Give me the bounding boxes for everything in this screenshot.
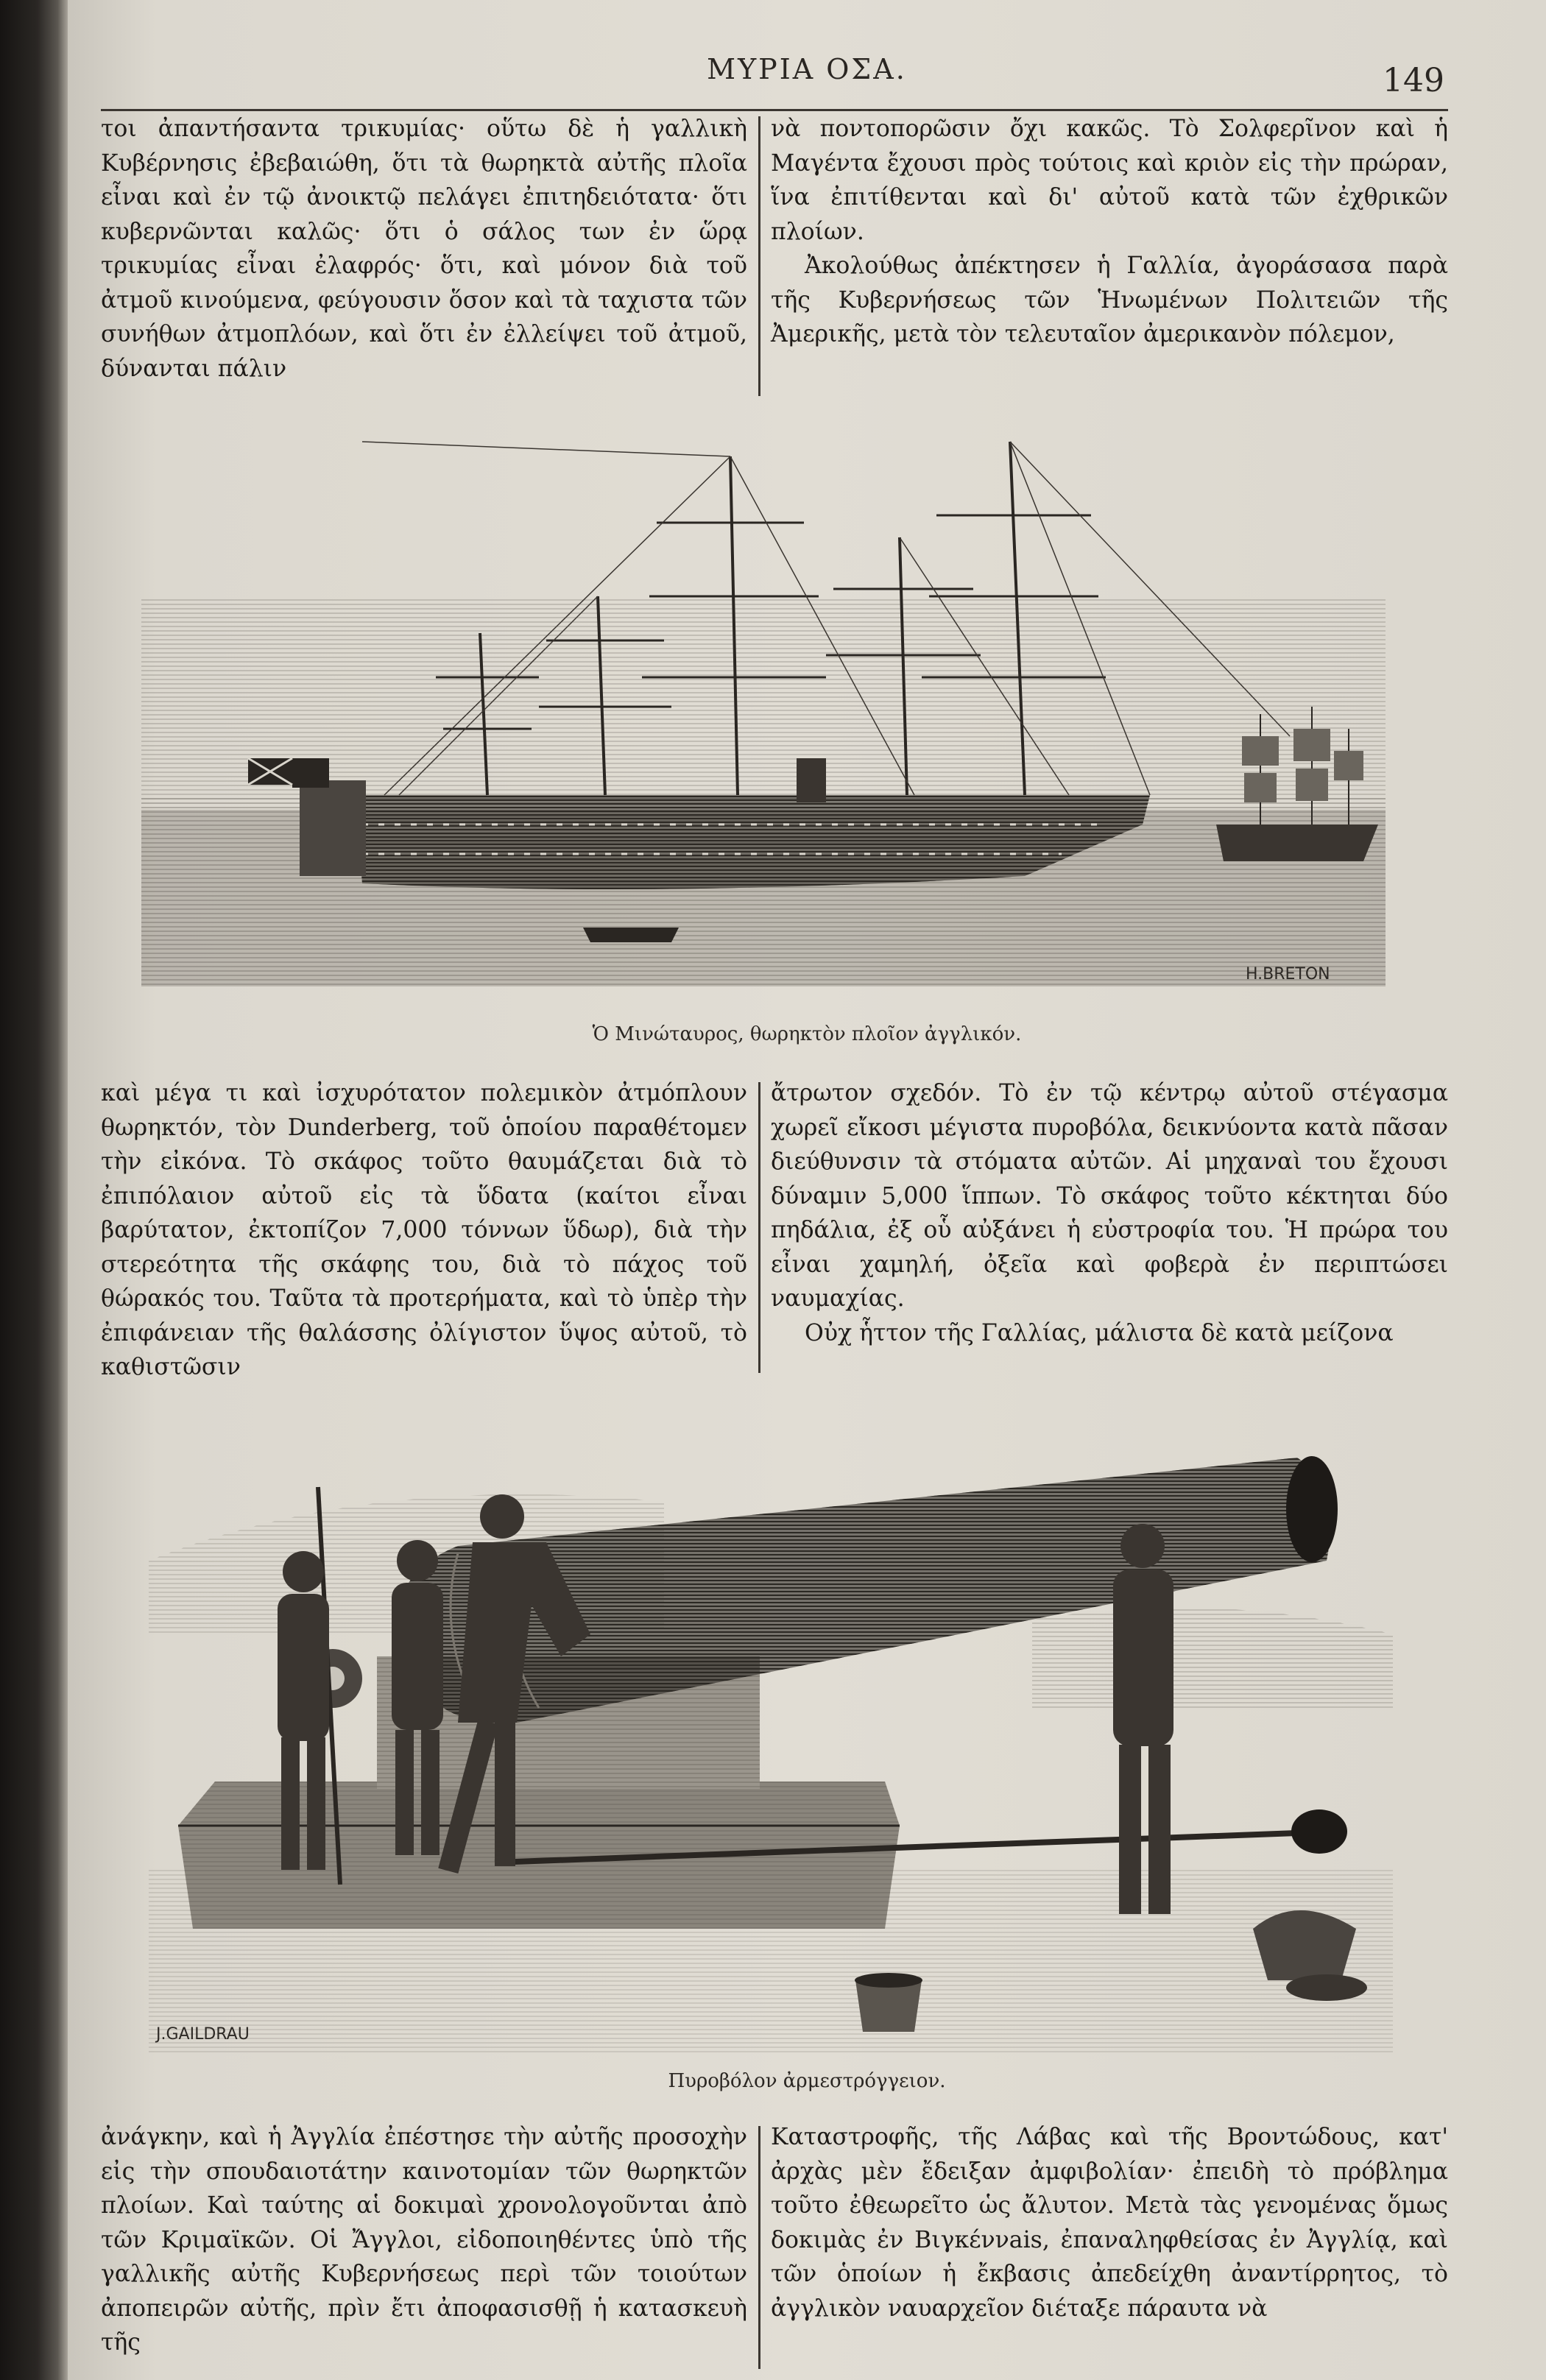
top-right-column: [771, 112, 1448, 352]
figure-caption: Πυροβόλον ἀρμεστρόγγειον.: [668, 2070, 946, 2092]
cannon-illustration: [149, 1413, 1393, 2054]
page: [68, 0, 1546, 2380]
top-left-column: [101, 112, 747, 386]
middle-right-column: [771, 1076, 1448, 1350]
middle-left-column: [101, 1076, 747, 1385]
running-head: ΜΥΡΙΑ ΟΣΑ.: [707, 53, 907, 85]
bottom-left-column: [101, 2120, 747, 2360]
paragraph: Οὐχ ἧττον τῆς Γαλλίας, μάλιστα δὲ κατὰ μείζονα: [805, 1319, 1394, 1346]
paragraph: ἀνάγκην, καὶ ἡ Ἀγγλία ἐπέστησε τὴν αὐτῆς προσοχὴν εἰς τὴν σπουδαιοτάτην καινοτομίαν τῶν θωρηκτῶν πλοίων. Καὶ ταύτης αἱ δοκιμαὶ χρονολογοῦνται ἀπὸ τῶν Κριμαϊκῶν. Οἱ Ἄγγλοι, εἰδοποιηθέντες ὑπὸ τῆς γαλλικῆς αὐτῆς Κυβερνήσεως περὶ τῶν τοιούτων ἀποπειρῶν αὐτῆς, πρὶν ἔτι ἀποφασισθῇ ἡ κατασκευὴ τῆς: [101, 2124, 747, 2356]
header-rule: [101, 109, 1448, 111]
engraver-signature: J.GAILDRAU: [156, 2025, 250, 2044]
ship-illustration: [141, 412, 1386, 986]
book-binding-edge: [0, 0, 68, 2380]
paragraph: τοι ἀπαντήσαντα τρικυμίας· οὕτω δὲ ἡ γαλλικὴ Κυβέρνησις ἐβεβαιώθη, ὅτι τὰ θωρηκτὰ αὐτῆς πλοῖα εἶναι καὶ ἐν τῷ ἀνοικτῷ πελάγει ἐπιτηδειότατα· ὅτι κυβερνῶνται καλῶς· ὅτι ὁ σάλος των ἐν ὥρᾳ τρικυμίας εἶναι ἐλαφρός· ὅτι, καὶ μόνον διὰ τοῦ ἀτμοῦ κινούμενα, φεύγουσιν ὅσον καὶ τὰ ταχιστα τῶν συνήθων ἀτμοπλόων, καὶ ὅτι ἐν ἐλλείψει τοῦ ἀτμοῦ, δύνανται πάλιν: [101, 116, 747, 382]
paragraph: ἄτρωτον σχεδόν. Τὸ ἐν τῷ κέντρῳ αὐτοῦ στέγασμα χωρεῖ εἴκοσι μέγιστα πυροβόλα, δεικνύοντα κατὰ πᾶσαν διεύθυνσιν τὰ στόματα αὐτῶν. Αἱ μηχαναὶ του ἔχουσι δύναμιν 5,000 ἵππων. Τὸ σκάφος τοῦτο κέκτηται δύο πηδάλια, ἐξ οὗ αὐξάνει ἡ εὐστροφία του. Ἡ πρώρα του εἶναι χαμηλή, ὀξεῖα καὶ φοβερὰ ἐν περιπτώσει ναυμαχίας.: [771, 1080, 1448, 1312]
bottom-right-column: [771, 2120, 1448, 2326]
figure-caption: Ὁ Μινώταυρος, θωρηκτὸν πλοῖον ἀγγλικόν.: [592, 1023, 1022, 1045]
paragraph: νὰ ποντοπορῶσιν ὄχι κακῶς. Τὸ Σολφερῖνον καὶ ἡ Μαγέντα ἔχουσι πρὸς τούτοις καὶ κριὸν εἰς τὴν πρώραν, ἵνα ἐπιτίθενται καὶ δι' αὐτοῦ κατὰ τῶν ἐχθρικῶν πλοίων.: [771, 116, 1448, 245]
engraver-signature: H.BRETON: [1246, 965, 1330, 984]
column-divider: [758, 2126, 760, 2369]
column-divider: [758, 116, 760, 396]
column-divider: [758, 1082, 760, 1373]
paragraph: Καταστροφῆς, τῆς Λάβας καὶ τῆς Βροντώδους, κατ' ἀρχὰς μὲν ἔδειξαν ἀμφιβολίαν· ἐπειδὴ τὸ πρόβλημα τοῦτο ἐθεωρεῖτο ὡς ἄλυτον. Μετὰ τὰς γενομένας ὅμως δοκιμὰς ἐν Βιγκέννais, ἐπαναληφθείσας ἐν Ἀγγλίᾳ, καὶ τῶν ὁποίων ἡ ἔκβασις ἀπεδείχθη ἀναντίρρητος, τὸ ἀγγλικὸν ναυαρχεῖον διέταξε πάραυτα νὰ: [771, 2124, 1448, 2322]
page-number: 149: [1383, 62, 1444, 99]
paragraph: Ἀκολούθως ἀπέκτησεν ἡ Γαλλία, ἀγοράσασα παρὰ τῆς Κυβερνήσεως τῶν Ἡνωμένων Πολιτειῶν τῆς Ἀμερικῆς, μετὰ τὸν τελευταῖον ἀμερικανὸν πόλεμον,: [771, 253, 1448, 347]
paragraph: καὶ μέγα τι καὶ ἰσχυρότατον πολεμικὸν ἀτμόπλουν θωρηκτόν, τὸν Dunderberg, τοῦ ὁποίου παραθέτομεν τὴν εἰκόνα. Τὸ σκάφος τοῦτο θαυμάζεται διὰ τὸ ἐπιπόλαιον αὐτοῦ εἰς τὰ ὕδατα (καίτοι εἶναι βαρύτατον, ἐκτοπίζον 7,000 τόννων ὕδωρ), διὰ τὴν στερεότητα τῆς σκάφης του, διὰ τὸ πάχος τοῦ θώρακός του. Ταῦτα τὰ προτερήματα, καὶ τὸ ὑπὲρ τὴν ἐπιφάνειαν τῆς θαλάσσης ὀλίγιστον ὕψος αὐτοῦ, τὸ καθιστῶσιν: [101, 1080, 747, 1380]
